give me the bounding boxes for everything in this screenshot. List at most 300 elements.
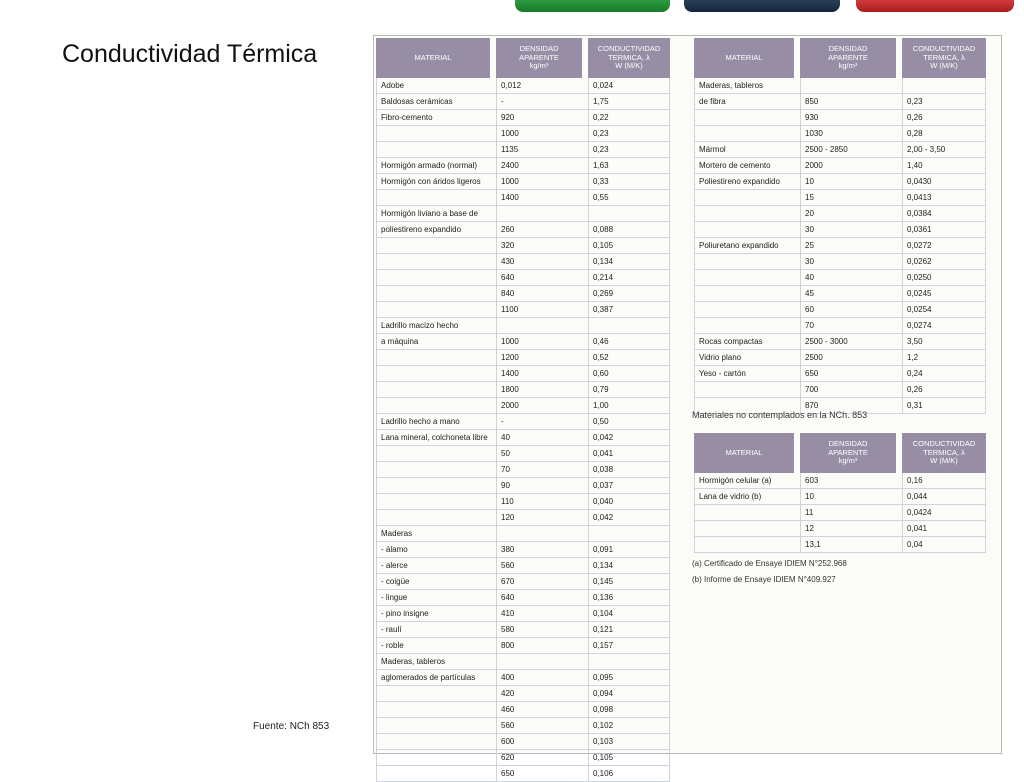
material-cell bbox=[376, 734, 496, 750]
density-cell: 420 bbox=[496, 686, 588, 702]
material-cell bbox=[694, 254, 800, 270]
density-cell bbox=[496, 526, 588, 542]
density-cell: - bbox=[496, 94, 588, 110]
conductivity-cell: 0,136 bbox=[588, 590, 670, 606]
conductivity-cell: 0,103 bbox=[588, 734, 670, 750]
conductivity-cell: 0,134 bbox=[588, 254, 670, 270]
conductivity-cell: 0,105 bbox=[588, 238, 670, 254]
material-cell: Fibro-cemento bbox=[376, 110, 496, 126]
conductivity-cell: 0,038 bbox=[588, 462, 670, 478]
conductivity-cell: 1,00 bbox=[588, 398, 670, 414]
table-header-row bbox=[694, 433, 986, 473]
table-row bbox=[376, 654, 670, 670]
density-cell: 40 bbox=[496, 430, 588, 446]
density-cell: 620 bbox=[496, 750, 588, 766]
table-row bbox=[376, 126, 670, 142]
material-cell bbox=[376, 302, 496, 318]
material-cell: Mármol bbox=[694, 142, 800, 158]
density-cell: 850 bbox=[800, 94, 902, 110]
density-cell: 400 bbox=[496, 670, 588, 686]
material-cell: - lingue bbox=[376, 590, 496, 606]
conductivity-cell: 0,145 bbox=[588, 574, 670, 590]
footnote-b: (b) Informe de Ensaye IDIEM N°409.927 bbox=[692, 575, 836, 584]
density-cell: 11 bbox=[800, 505, 902, 521]
table-row bbox=[694, 334, 986, 350]
table-row bbox=[376, 190, 670, 206]
conductivity-cell: 0,0384 bbox=[902, 206, 986, 222]
density-cell: 640 bbox=[496, 590, 588, 606]
density-cell: 20 bbox=[800, 206, 902, 222]
density-cell: 650 bbox=[800, 366, 902, 382]
conductivity-cell: 0,0245 bbox=[902, 286, 986, 302]
density-cell: 13,1 bbox=[800, 537, 902, 553]
table-row bbox=[376, 238, 670, 254]
conductivity-cell: 0,042 bbox=[588, 430, 670, 446]
density-cell: 800 bbox=[496, 638, 588, 654]
material-cell: Maderas, tableros bbox=[376, 654, 496, 670]
density-cell: 45 bbox=[800, 286, 902, 302]
density-cell: 560 bbox=[496, 558, 588, 574]
table-row bbox=[376, 558, 670, 574]
material-cell: - pino insigne bbox=[376, 606, 496, 622]
density-cell: 560 bbox=[496, 718, 588, 734]
density-cell: 670 bbox=[496, 574, 588, 590]
density-cell: 12 bbox=[800, 521, 902, 537]
conductivity-table-extra bbox=[694, 433, 986, 553]
table-row bbox=[376, 286, 670, 302]
conductivity-cell: 0,33 bbox=[588, 174, 670, 190]
material-cell bbox=[376, 366, 496, 382]
material-cell bbox=[376, 350, 496, 366]
table-row bbox=[376, 254, 670, 270]
material-cell: aglomerados de partículas bbox=[376, 670, 496, 686]
top-accent-bar-green bbox=[515, 0, 670, 12]
density-cell: 430 bbox=[496, 254, 588, 270]
material-cell bbox=[694, 318, 800, 334]
density-cell: 2500 - 3000 bbox=[800, 334, 902, 350]
conductivity-cell: 0,23 bbox=[902, 94, 986, 110]
conductivity-cell: 0,24 bbox=[902, 366, 986, 382]
material-cell: Yeso - cartón bbox=[694, 366, 800, 382]
conductivity-cell: 0,0272 bbox=[902, 238, 986, 254]
table-row bbox=[376, 702, 670, 718]
header-conductivity: CONDUCTIVIDAD TERMICA, λ W (M/K) bbox=[902, 38, 986, 78]
material-cell bbox=[376, 286, 496, 302]
material-cell: poliestireno expandido bbox=[376, 222, 496, 238]
conductivity-cell: 0,040 bbox=[588, 494, 670, 510]
conductivity-table-right bbox=[694, 38, 986, 414]
table-row bbox=[376, 766, 670, 782]
material-cell bbox=[694, 302, 800, 318]
table-row bbox=[376, 590, 670, 606]
material-cell bbox=[376, 142, 496, 158]
table-row bbox=[694, 78, 986, 94]
material-cell: Hormigón armado (normal) bbox=[376, 158, 496, 174]
conductivity-cell: 0,0424 bbox=[902, 505, 986, 521]
table-row bbox=[376, 718, 670, 734]
material-cell bbox=[376, 702, 496, 718]
table-row bbox=[376, 222, 670, 238]
material-cell: - coigüe bbox=[376, 574, 496, 590]
material-cell bbox=[376, 766, 496, 782]
material-cell: Hormigón celular (a) bbox=[694, 473, 800, 489]
table-header-row bbox=[694, 38, 986, 78]
density-cell bbox=[496, 318, 588, 334]
density-cell: 70 bbox=[496, 462, 588, 478]
material-cell bbox=[376, 478, 496, 494]
conductivity-cell: 0,024 bbox=[588, 78, 670, 94]
conductivity-cell: 1,75 bbox=[588, 94, 670, 110]
material-cell bbox=[694, 505, 800, 521]
table-row bbox=[694, 521, 986, 537]
table-row bbox=[376, 574, 670, 590]
density-cell: 1400 bbox=[496, 366, 588, 382]
conductivity-cell: 0,134 bbox=[588, 558, 670, 574]
table-row bbox=[376, 398, 670, 414]
material-cell: de fibra bbox=[694, 94, 800, 110]
conductivity-cell: 0,0430 bbox=[902, 174, 986, 190]
material-cell bbox=[376, 686, 496, 702]
conductivity-cell: 0,04 bbox=[902, 537, 986, 553]
table-row bbox=[376, 750, 670, 766]
density-cell: 460 bbox=[496, 702, 588, 718]
conductivity-cell: 0,46 bbox=[588, 334, 670, 350]
material-cell: Hormigón con áridos ligeros bbox=[376, 174, 496, 190]
conductivity-cell: 1,2 bbox=[902, 350, 986, 366]
material-cell bbox=[694, 190, 800, 206]
header-conductivity: CONDUCTIVIDAD TERMICA, λ W (M/K) bbox=[588, 38, 670, 78]
material-cell bbox=[694, 537, 800, 553]
top-accent-bar-navy bbox=[684, 0, 840, 12]
material-cell bbox=[694, 110, 800, 126]
conductivity-cell: 0,50 bbox=[588, 414, 670, 430]
conductivity-table-left bbox=[376, 38, 670, 782]
material-cell bbox=[694, 206, 800, 222]
density-cell bbox=[496, 206, 588, 222]
table-row bbox=[376, 174, 670, 190]
table-row bbox=[694, 350, 986, 366]
conductivity-cell: 0,16 bbox=[902, 473, 986, 489]
table-row bbox=[376, 462, 670, 478]
density-cell: 30 bbox=[800, 222, 902, 238]
density-cell: 2400 bbox=[496, 158, 588, 174]
material-cell bbox=[376, 750, 496, 766]
density-cell: 10 bbox=[800, 174, 902, 190]
density-cell: 1100 bbox=[496, 302, 588, 318]
material-cell: - álamo bbox=[376, 542, 496, 558]
table-row bbox=[376, 302, 670, 318]
conductivity-cell: 1,40 bbox=[902, 158, 986, 174]
table-row bbox=[376, 606, 670, 622]
density-cell: 410 bbox=[496, 606, 588, 622]
source-note: Fuente: NCh 853 bbox=[253, 721, 330, 732]
material-cell bbox=[376, 238, 496, 254]
material-cell bbox=[694, 126, 800, 142]
conductivity-cell: 0,157 bbox=[588, 638, 670, 654]
conductivity-cell: 0,091 bbox=[588, 542, 670, 558]
conductivity-cell: 0,041 bbox=[902, 521, 986, 537]
conductivity-cell: 0,0250 bbox=[902, 270, 986, 286]
density-cell: 15 bbox=[800, 190, 902, 206]
material-cell bbox=[694, 270, 800, 286]
conductivity-cell: 0,106 bbox=[588, 766, 670, 782]
material-cell: Lana de vidrio (b) bbox=[694, 489, 800, 505]
material-cell: Ladrillo macizo hecho bbox=[376, 318, 496, 334]
density-cell: 110 bbox=[496, 494, 588, 510]
table-row bbox=[376, 478, 670, 494]
material-cell bbox=[376, 446, 496, 462]
top-accent-bar-red bbox=[856, 0, 1014, 12]
table-row bbox=[694, 318, 986, 334]
material-cell: Maderas, tableros bbox=[694, 78, 800, 94]
material-cell: Baldosas cerámicas bbox=[376, 94, 496, 110]
header-material: MATERIAL bbox=[694, 433, 800, 473]
conductivity-cell: 0,52 bbox=[588, 350, 670, 366]
footnote-a: (a) Certificado de Ensaye IDIEM N°252.968 bbox=[692, 559, 847, 568]
conductivity-cell: 0,22 bbox=[588, 110, 670, 126]
density-cell: 1400 bbox=[496, 190, 588, 206]
density-cell: 70 bbox=[800, 318, 902, 334]
table-row bbox=[376, 110, 670, 126]
material-cell bbox=[376, 494, 496, 510]
table-row bbox=[694, 94, 986, 110]
table-row bbox=[694, 174, 986, 190]
material-cell: Adobe bbox=[376, 78, 496, 94]
conductivity-cell: 0,79 bbox=[588, 382, 670, 398]
conductivity-cell: 0,104 bbox=[588, 606, 670, 622]
material-cell: Rocas compactas bbox=[694, 334, 800, 350]
table-row bbox=[376, 382, 670, 398]
table-row bbox=[376, 446, 670, 462]
density-cell: 1200 bbox=[496, 350, 588, 366]
density-cell: 30 bbox=[800, 254, 902, 270]
material-cell: Maderas bbox=[376, 526, 496, 542]
conductivity-cell bbox=[588, 206, 670, 222]
material-cell: Ladrillo hecho a mano bbox=[376, 414, 496, 430]
conductivity-cell: 1,63 bbox=[588, 158, 670, 174]
table-row bbox=[694, 302, 986, 318]
conductivity-cell: 0,0413 bbox=[902, 190, 986, 206]
table-row bbox=[376, 318, 670, 334]
density-cell: 2500 bbox=[800, 350, 902, 366]
conductivity-cell: 0,0274 bbox=[902, 318, 986, 334]
conductivity-cell: 0,23 bbox=[588, 126, 670, 142]
material-cell bbox=[694, 521, 800, 537]
density-cell: 2000 bbox=[496, 398, 588, 414]
density-cell: 600 bbox=[496, 734, 588, 750]
table-row bbox=[376, 206, 670, 222]
table-row bbox=[694, 382, 986, 398]
conductivity-cell: 0,387 bbox=[588, 302, 670, 318]
conductivity-cell: 0,105 bbox=[588, 750, 670, 766]
density-cell: 60 bbox=[800, 302, 902, 318]
header-material: MATERIAL bbox=[376, 38, 496, 78]
density-cell: 380 bbox=[496, 542, 588, 558]
conductivity-cell: 0,088 bbox=[588, 222, 670, 238]
density-cell: 50 bbox=[496, 446, 588, 462]
table-row bbox=[376, 670, 670, 686]
density-cell: 120 bbox=[496, 510, 588, 526]
material-cell: - raulí bbox=[376, 622, 496, 638]
table-row bbox=[694, 473, 986, 489]
conductivity-cell bbox=[902, 78, 986, 94]
table-row bbox=[694, 505, 986, 521]
table-row bbox=[376, 366, 670, 382]
conductivity-cell: 0,269 bbox=[588, 286, 670, 302]
table-row bbox=[694, 158, 986, 174]
conductivity-cell: 0,0262 bbox=[902, 254, 986, 270]
material-cell: Poliuretano expandido bbox=[694, 238, 800, 254]
density-cell: 2000 bbox=[800, 158, 902, 174]
conductivity-cell: 0,23 bbox=[588, 142, 670, 158]
material-cell bbox=[376, 382, 496, 398]
density-cell: 1000 bbox=[496, 174, 588, 190]
material-cell: Poliestireno expandido bbox=[694, 174, 800, 190]
table-row bbox=[376, 622, 670, 638]
conductivity-cell: 2,00 - 3,50 bbox=[902, 142, 986, 158]
material-cell bbox=[376, 462, 496, 478]
header-density: DENSIDAD APARENTE kg/m³ bbox=[800, 38, 902, 78]
conductivity-cell: 0,0254 bbox=[902, 302, 986, 318]
conductivity-cell: 0,037 bbox=[588, 478, 670, 494]
table-row bbox=[376, 78, 670, 94]
table-row bbox=[376, 686, 670, 702]
slide-title: Conductividad Térmica bbox=[62, 40, 318, 68]
table-row bbox=[376, 334, 670, 350]
header-density: DENSIDAD APARENTE kg/m³ bbox=[496, 38, 588, 78]
density-cell: 25 bbox=[800, 238, 902, 254]
density-cell: 1800 bbox=[496, 382, 588, 398]
material-cell bbox=[376, 270, 496, 286]
material-cell: Hormigón liviano a base de bbox=[376, 206, 496, 222]
table-row bbox=[376, 94, 670, 110]
conductivity-cell bbox=[588, 526, 670, 542]
material-cell: - alerce bbox=[376, 558, 496, 574]
conductivity-cell: 0,094 bbox=[588, 686, 670, 702]
extra-materials-caption: Materiales no contemplados en la NCh. 853 bbox=[692, 410, 868, 420]
material-cell bbox=[694, 222, 800, 238]
density-cell: 1000 bbox=[496, 334, 588, 350]
table-row bbox=[376, 526, 670, 542]
table-row bbox=[694, 270, 986, 286]
material-cell bbox=[376, 510, 496, 526]
table-row bbox=[694, 537, 986, 553]
conductivity-cell: 0,041 bbox=[588, 446, 670, 462]
table-row bbox=[376, 430, 670, 446]
density-cell: 1135 bbox=[496, 142, 588, 158]
density-cell: 260 bbox=[496, 222, 588, 238]
table-row bbox=[694, 190, 986, 206]
conductivity-cell: 0,121 bbox=[588, 622, 670, 638]
table-row bbox=[376, 494, 670, 510]
material-cell bbox=[694, 286, 800, 302]
material-cell bbox=[376, 190, 496, 206]
conductivity-cell: 0,042 bbox=[588, 510, 670, 526]
density-cell bbox=[496, 654, 588, 670]
material-cell: Mortero de cemento bbox=[694, 158, 800, 174]
density-cell: 90 bbox=[496, 478, 588, 494]
density-cell: 10 bbox=[800, 489, 902, 505]
table-row bbox=[694, 206, 986, 222]
table-row bbox=[376, 270, 670, 286]
scanned-document bbox=[373, 35, 1002, 778]
density-cell: 0,012 bbox=[496, 78, 588, 94]
table-row bbox=[694, 489, 986, 505]
table-row bbox=[376, 734, 670, 750]
conductivity-cell: 0,214 bbox=[588, 270, 670, 286]
table-row bbox=[376, 414, 670, 430]
density-cell: 40 bbox=[800, 270, 902, 286]
table-row bbox=[376, 142, 670, 158]
header-material: MATERIAL bbox=[694, 38, 800, 78]
density-cell: 1000 bbox=[496, 126, 588, 142]
density-cell: 580 bbox=[496, 622, 588, 638]
density-cell: 930 bbox=[800, 110, 902, 126]
conductivity-cell bbox=[588, 318, 670, 334]
material-cell bbox=[694, 382, 800, 398]
density-cell: 320 bbox=[496, 238, 588, 254]
conductivity-cell bbox=[588, 654, 670, 670]
density-cell: 840 bbox=[496, 286, 588, 302]
material-cell: a máquina bbox=[376, 334, 496, 350]
table-row bbox=[694, 222, 986, 238]
table-row bbox=[376, 638, 670, 654]
table-row bbox=[694, 366, 986, 382]
conductivity-cell: 0,102 bbox=[588, 718, 670, 734]
density-cell: 700 bbox=[800, 382, 902, 398]
table-row bbox=[694, 142, 986, 158]
density-cell bbox=[800, 78, 902, 94]
table-row bbox=[694, 126, 986, 142]
header-density: DENSIDAD APARENTE kg/m³ bbox=[800, 433, 902, 473]
conductivity-cell: 3,50 bbox=[902, 334, 986, 350]
density-cell: 640 bbox=[496, 270, 588, 286]
density-cell: 603 bbox=[800, 473, 902, 489]
conductivity-cell: 0,60 bbox=[588, 366, 670, 382]
material-cell: Vidrio plano bbox=[694, 350, 800, 366]
conductivity-cell: 0,098 bbox=[588, 702, 670, 718]
table-row bbox=[694, 238, 986, 254]
conductivity-cell: 0,0361 bbox=[902, 222, 986, 238]
conductivity-cell: 0,55 bbox=[588, 190, 670, 206]
material-cell bbox=[376, 398, 496, 414]
material-cell bbox=[376, 254, 496, 270]
conductivity-cell: 0,044 bbox=[902, 489, 986, 505]
density-cell: 2500 - 2850 bbox=[800, 142, 902, 158]
table-row bbox=[694, 110, 986, 126]
table-row bbox=[376, 350, 670, 366]
density-cell: 870 bbox=[800, 398, 902, 414]
conductivity-cell: 0,26 bbox=[902, 110, 986, 126]
table-row bbox=[376, 158, 670, 174]
conductivity-cell: 0,28 bbox=[902, 126, 986, 142]
conductivity-cell: 0,095 bbox=[588, 670, 670, 686]
header-conductivity: CONDUCTIVIDAD TERMICA, λ W (M/K) bbox=[902, 433, 986, 473]
table-row bbox=[376, 542, 670, 558]
density-cell: - bbox=[496, 414, 588, 430]
table-row bbox=[694, 254, 986, 270]
material-cell bbox=[376, 126, 496, 142]
density-cell: 920 bbox=[496, 110, 588, 126]
material-cell: - roble bbox=[376, 638, 496, 654]
density-cell: 1030 bbox=[800, 126, 902, 142]
material-cell: Lana mineral, colchoneta libre bbox=[376, 430, 496, 446]
density-cell: 650 bbox=[496, 766, 588, 782]
table-row bbox=[376, 510, 670, 526]
material-cell bbox=[376, 718, 496, 734]
table-row bbox=[694, 286, 986, 302]
conductivity-cell: 0,31 bbox=[902, 398, 986, 414]
